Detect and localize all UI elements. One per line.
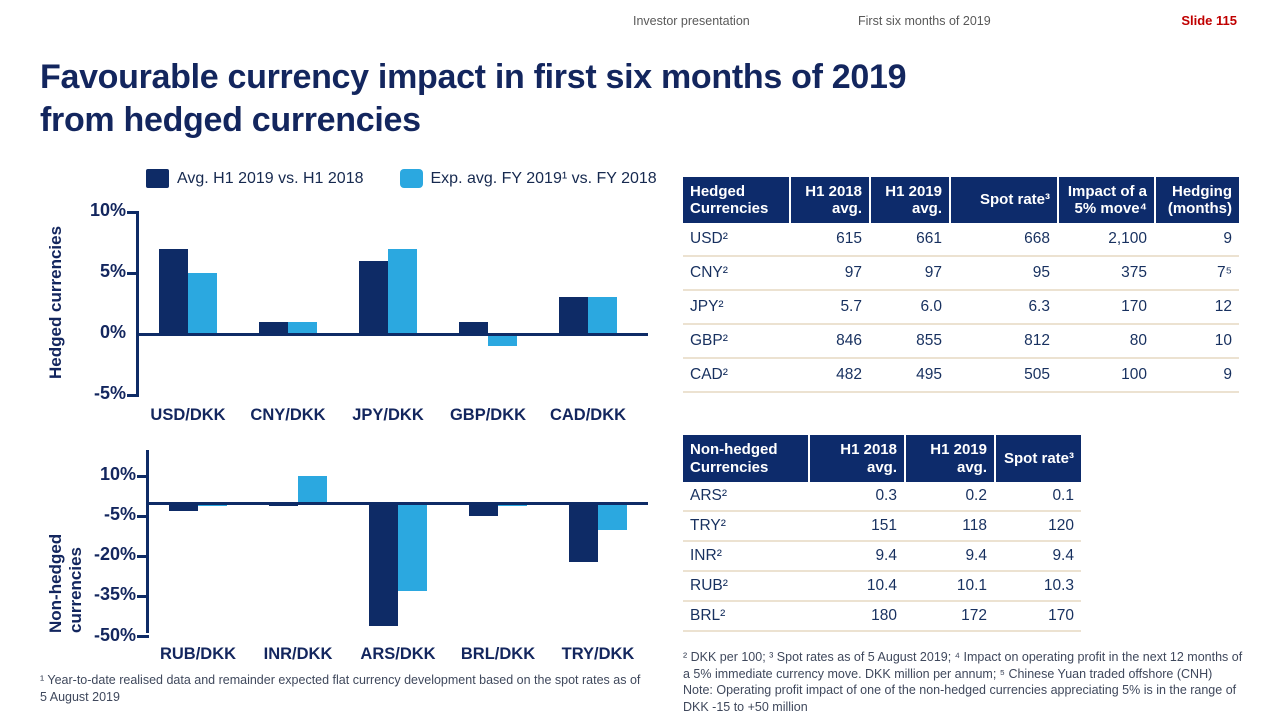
footnote-right-notes: ² DKK per 100; ³ Spot rates as of 5 August 2019; ⁴ Impact on operating profit in the next 12 months of a 5% immediate currency move. DKK million per annum; ⁵ Chinese Yuan traded offshore (CNH) [683, 650, 1243, 681]
table-cell-value: 9 [1223, 366, 1232, 383]
meta-period: First six months of 2019 [858, 14, 991, 28]
legend-label-dark: Avg. H1 2019 vs. H1 2018 [177, 169, 364, 187]
page-title-line1: Favourable currency impact in first six months of 2019 [40, 58, 907, 96]
chart-legend [146, 169, 657, 188]
table-row [683, 602, 1081, 632]
table-cell-currency: RUB² [690, 577, 728, 594]
table-cell-value: 9.4 [1052, 547, 1074, 564]
y-axis-label: Hedged currencies [46, 225, 65, 380]
table-cell-value: 6.0 [920, 298, 942, 315]
bar-avg-h1 [569, 503, 598, 562]
table-header-line: 5% move⁴ [1074, 200, 1147, 217]
x-axis-line [136, 333, 648, 336]
table-cell-value: 95 [1032, 264, 1050, 281]
table-cell-value: 2,100 [1108, 230, 1147, 247]
table-cell-value: 0.1 [1052, 487, 1074, 504]
table-header-line: Spot rate³ [1003, 449, 1074, 467]
table-cell-currency: BRL² [690, 607, 726, 624]
footnote-right-note2: Note: Operating profit impact of one of the non-hedged currencies appreciating 5% is in the range of DKK -15 to +50 million [683, 683, 1237, 714]
y-tick-label: -35% [93, 584, 136, 605]
table-cell-value: 615 [836, 230, 862, 247]
y-tick-mark [127, 272, 139, 275]
table-cell-value: 120 [1048, 517, 1074, 534]
table-header-line: H1 2018 [840, 441, 897, 459]
table-header-line: avg. [911, 200, 942, 217]
table-cell-value: 10.1 [956, 577, 987, 594]
table-header-cell [869, 177, 949, 223]
table-row [683, 482, 1081, 512]
bar-avg-h1 [469, 503, 498, 516]
category-label: TRY/DKK [561, 645, 635, 663]
bar-avg-h1 [369, 503, 398, 626]
table-cell-currency: GBP² [690, 332, 728, 349]
y-tick-label: -5% [103, 504, 136, 525]
table-header-line: Currencies [690, 200, 769, 217]
bar-avg-h1 [559, 297, 588, 334]
footnote-right [683, 649, 1250, 715]
table-header-cell [949, 177, 1057, 223]
y-tick-mark [137, 555, 149, 558]
page-title-line2: from hedged currencies [40, 100, 421, 139]
table-header-line: Impact of a [1067, 182, 1147, 200]
legend-label-light: Exp. avg. FY 2019¹ vs. FY 2018 [430, 169, 657, 187]
table-cell-value: 170 [1121, 298, 1147, 315]
category-label: ARS/DKK [360, 645, 436, 663]
table-header-line: avg. [831, 200, 862, 217]
table-cell-currency: CAD² [690, 366, 728, 383]
y-tick-mark [137, 595, 149, 598]
table-cell-value: 12 [1214, 298, 1232, 315]
table-row [683, 359, 1239, 393]
table-cell-value: 0.2 [965, 487, 987, 504]
meta-presentation-name: Investor presentation [633, 14, 750, 28]
table-header-cell [994, 435, 1081, 482]
table-header-cell [683, 435, 808, 482]
table-header-line: Non-hedged [690, 441, 778, 459]
table-cell-currency: TRY² [690, 517, 726, 534]
table-header-line: Spot rate³ [979, 191, 1050, 209]
table-cell-value: 10.4 [866, 577, 897, 594]
table-cell-value: 495 [916, 366, 942, 383]
y-tick-label: 0% [99, 322, 126, 342]
y-tick-label: -5% [93, 383, 126, 403]
table-header-line: Currencies [690, 458, 769, 476]
table-cell-value: 0.3 [875, 487, 897, 504]
table-header-line: H1 2018 [805, 182, 862, 200]
y-tick-label: 5% [99, 261, 126, 281]
table-cell-value: 375 [1121, 264, 1147, 281]
category-label: USD/DKK [150, 406, 226, 424]
y-tick-label: -20% [93, 544, 136, 565]
table-row [683, 223, 1239, 257]
table-header-line: avg. [956, 458, 987, 476]
table-header-cell [683, 177, 789, 223]
table-cell-currency: USD² [690, 230, 728, 247]
table-header-cell [808, 435, 904, 482]
table-cell-value: 180 [871, 607, 897, 624]
table-cell-value: 97 [844, 264, 862, 281]
table-cell-currency: JPY² [690, 298, 724, 315]
bar-exp-fy [188, 273, 217, 334]
table-cell-value: 9 [1223, 230, 1232, 247]
table-cell-value: 6.3 [1028, 298, 1050, 315]
table-header-line: Hedged [690, 182, 746, 200]
y-tick-mark [137, 635, 149, 638]
slide-number: Slide 115 [1181, 13, 1237, 28]
page-title [40, 56, 1220, 141]
y-axis-label: Non-hedged currencies [46, 533, 85, 633]
y-tick-mark [137, 475, 149, 478]
bar-avg-h1 [359, 261, 388, 334]
table-header-cell [904, 435, 994, 482]
table-cell-value: 151 [871, 517, 897, 534]
table-cell-value: 80 [1129, 332, 1147, 349]
table-row [683, 572, 1081, 602]
table-cell-value: 97 [924, 264, 942, 281]
category-label: RUB/DKK [159, 645, 237, 663]
category-label: CNY/DKK [250, 406, 326, 424]
category-label: BRL/DKK [460, 645, 536, 663]
y-tick-label: -50% [93, 624, 136, 645]
table-cell-value: 482 [836, 366, 862, 383]
table-cell-value: 661 [916, 230, 942, 247]
category-label: INR/DKK [263, 645, 333, 663]
bar-exp-fy [398, 503, 427, 591]
legend-swatch-dark [146, 169, 169, 188]
y-tick-mark [127, 211, 139, 214]
table-cell-value: 9.4 [965, 547, 987, 564]
bar-avg-h1 [159, 249, 188, 334]
table-cell-currency: INR² [690, 547, 722, 564]
table-cell-value: 846 [836, 332, 862, 349]
table-cell-value: 118 [962, 517, 987, 534]
table-cell-value: 855 [916, 332, 942, 349]
table-cell-value: 172 [961, 607, 987, 624]
table-cell-currency: ARS² [690, 487, 728, 504]
category-label: GBP/DKK [449, 406, 527, 424]
table-cell-value: 170 [1048, 607, 1074, 624]
table-header-line: H1 2019 [930, 441, 987, 459]
table-row [683, 257, 1239, 291]
legend-swatch-light [400, 169, 423, 188]
table-cell-value: 505 [1024, 366, 1050, 383]
table-header-cell [1057, 177, 1154, 223]
table-cell-value: 10 [1214, 332, 1232, 349]
bar-exp-fy [588, 297, 617, 334]
table-cell-value: 9.4 [875, 547, 897, 564]
bar-exp-fy [388, 249, 417, 334]
table-row [683, 325, 1239, 359]
table-cell-value: 7⁵ [1216, 264, 1232, 281]
table-cell-currency: CNY² [690, 264, 728, 281]
table-header-row [683, 435, 1081, 482]
table-row [683, 512, 1081, 542]
x-axis-line [146, 502, 648, 505]
table-cell-value: 812 [1024, 332, 1050, 349]
table-row [683, 291, 1239, 325]
y-axis-line [136, 211, 139, 394]
legend-item-light [400, 169, 657, 188]
bar-exp-fy [488, 334, 517, 346]
table-header-cell [789, 177, 869, 223]
table-header-cell [1154, 177, 1239, 223]
table-cell-value: 668 [1024, 230, 1050, 247]
y-tick-label: 10% [99, 464, 136, 485]
y-tick-mark [127, 394, 139, 397]
chart-nonhedged-currencies [40, 448, 670, 678]
table-header-line: avg. [866, 458, 897, 476]
y-tick-mark [137, 515, 149, 518]
table-hedged-currencies [683, 177, 1239, 393]
footnote-left: ¹ Year-to-date realised data and remainder expected flat currency development based on the spot rates as of 5 August 2019 [40, 673, 641, 704]
table-header-line: Hedging [1172, 182, 1232, 200]
legend-item-dark [146, 169, 364, 188]
table-row [683, 542, 1081, 572]
chart-hedged-currencies [40, 195, 670, 435]
table-header-line: H1 2019 [885, 182, 942, 200]
category-label: JPY/DKK [352, 406, 424, 424]
category-label: CAD/DKK [549, 406, 627, 424]
table-header-line: (months) [1167, 200, 1232, 217]
table-cell-value: 10.3 [1043, 577, 1074, 594]
bar-exp-fy [298, 476, 327, 503]
table-cell-value: 100 [1121, 366, 1147, 383]
table-cell-value: 5.7 [840, 298, 862, 315]
table-nonhedged-currencies [683, 435, 1081, 632]
bar-exp-fy [598, 503, 627, 530]
table-header-row [683, 177, 1239, 223]
y-tick-label: 10% [89, 200, 126, 220]
